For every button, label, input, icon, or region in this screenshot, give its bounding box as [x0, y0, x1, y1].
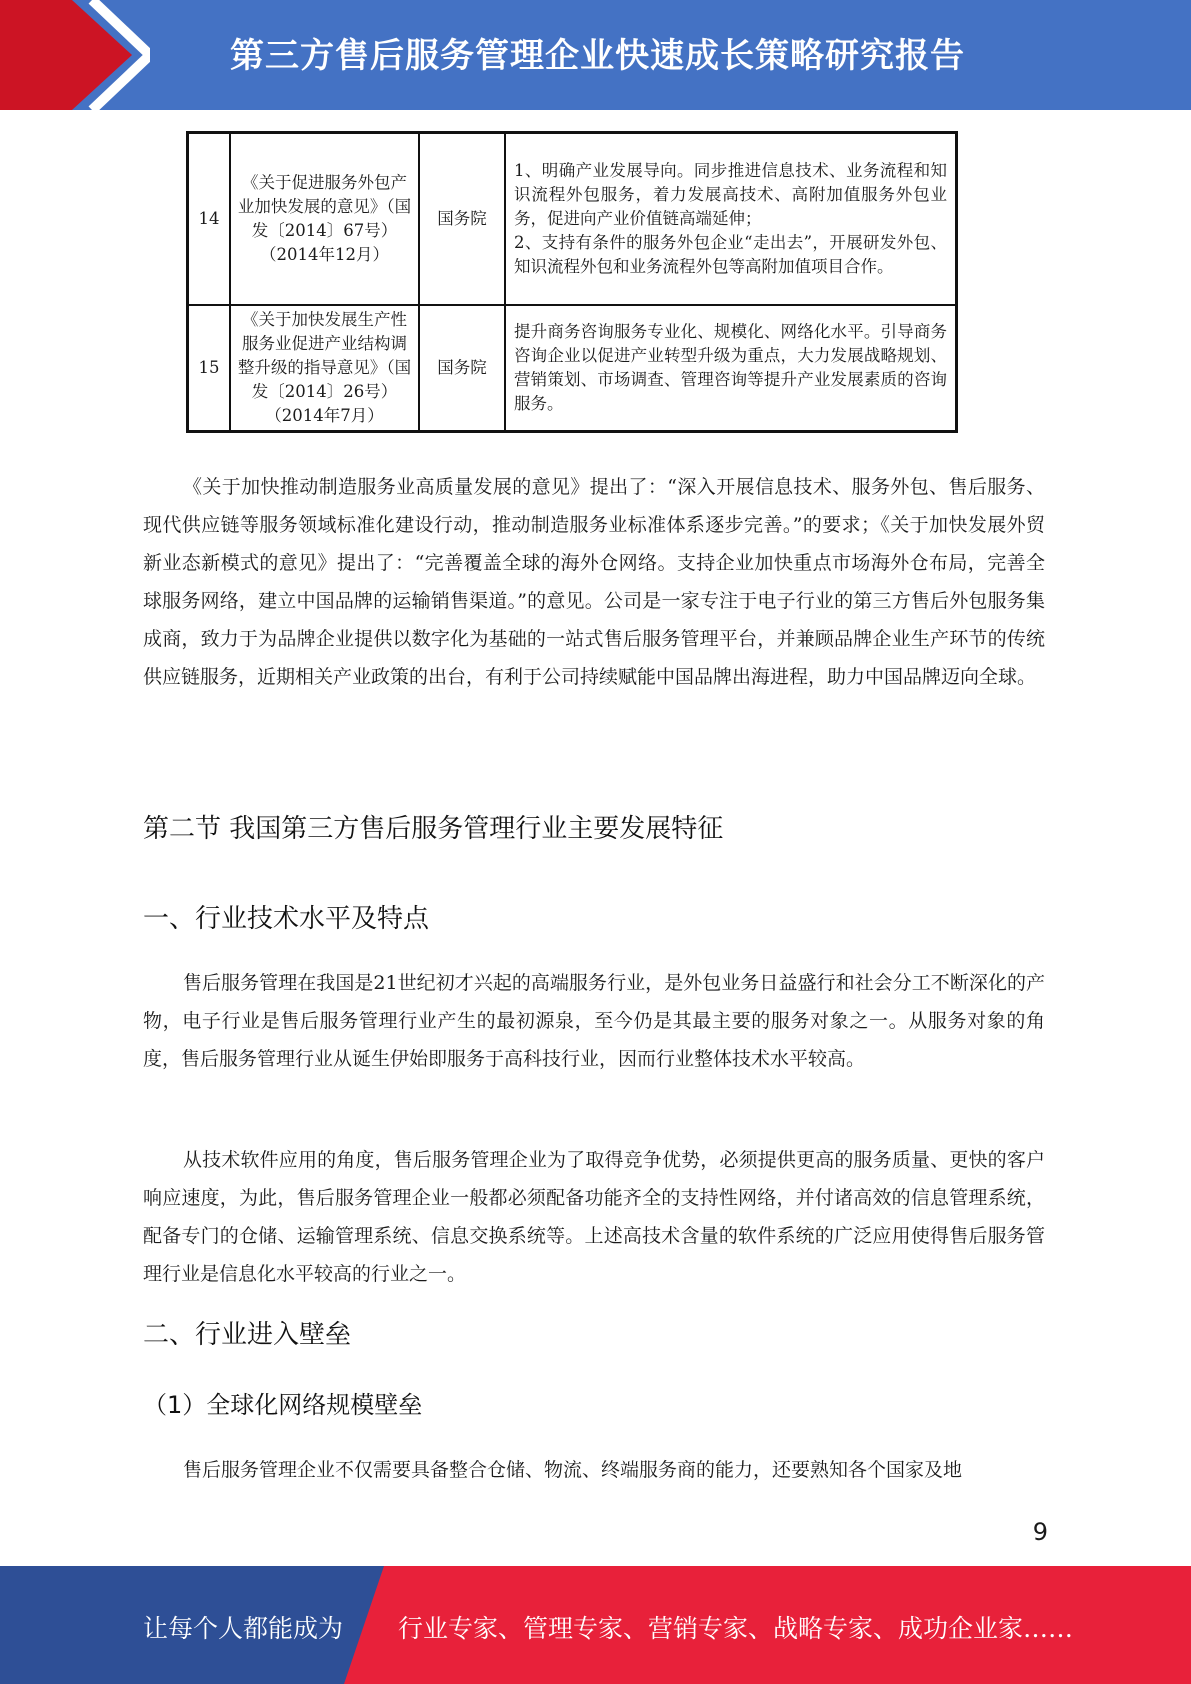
- page-header: [0, 0, 1191, 110]
- table-row: [188, 133, 957, 305]
- policy-table: [186, 131, 958, 433]
- subsubsection-heading: （1）全球化网络规模壁垒: [143, 1391, 423, 1419]
- subsection-heading: 一、行业技术水平及特点: [143, 904, 430, 934]
- row-number: 15: [188, 305, 231, 432]
- body-paragraph: 《关于加快推动制造服务业高质量发展的意见》提出了：“深入开展信息技术、服务外包、售后服务、现代供应链等服务领域标准化建设行动，推动制造服务业标准体系逐步完善。”的要求；《关于加快发展外贸新业态新模式的意见》提出了：“完善覆盖全球的海外仓网络。支持企业加快重点市场海外仓布局，完善全球服务网络，建立中国品牌的运输销售渠道。”的意见。公司是一家专注于电子行业的第三方售后外包服务集成商，致力于为品牌企业提供以数字化为基础的一站式售后服务管理平台，并兼顾品牌企业生产环节的传统供应链服务，近期相关产业政策的出台，有利于公司持续赋能中国品牌出海进程，助力中国品牌迈向全球。: [143, 476, 1045, 688]
- body-paragraph: 售后服务管理企业不仅需要具备整合仓储、物流、终端服务商的能力，还要熟知各个国家及地: [183, 1459, 963, 1481]
- row-number: 14: [188, 133, 231, 305]
- policy-content: 提升商务咨询服务专业化、规模化、网络化水平。引导商务咨询企业以促进产业转型升级为重点，大力发展战略规划、营销策划、市场调查、管理咨询等提升产业发展素质的咨询服务。: [505, 305, 957, 432]
- footer-slogan-right: 行业专家、管理专家、营销专家、战略专家、成功企业家……: [398, 1614, 1074, 1643]
- issuing-authority: 国务院: [419, 133, 505, 305]
- subsection-heading: 二、行业进入壁垒: [143, 1320, 352, 1350]
- policy-content: 1、明确产业发展导向。同步推进信息技术、业务流程和知识流程外包服务，着力发展高技术、高附加值服务外包业务，促进向产业价值链高端延伸； 2、支持有条件的服务外包企业“走出去”，开展研发外包、知识流程外包和业务流程外包等高附加值项目合作。: [505, 133, 957, 305]
- page-number: 9: [1032, 1518, 1048, 1546]
- body-paragraph: 从技术软件应用的角度，售后服务管理企业为了取得竞争优势，必须提供更高的服务质量、更快的客户响应速度，为此，售后服务管理企业一般都必须配备功能齐全的支持性网络，并付诸高效的信息管理系统，配备专门的仓储、运输管理系统、信息交换系统等。上述高技术含量的软件系统的广泛应用使得售后服务管理行业是信息化水平较高的行业之一。: [143, 1149, 1045, 1285]
- table-row: [188, 305, 957, 432]
- report-title: 第三方售后服务管理企业快速成长策略研究报告: [230, 36, 965, 76]
- page-footer: [0, 1566, 1191, 1684]
- header-arrow-decoration: [0, 0, 150, 110]
- footer-slogan-left: 让每个人都能成为: [143, 1614, 344, 1643]
- policy-document: 《关于促进服务外包产业加快发展的意见》（国发〔2014〕67号）（2014年12月）: [230, 133, 419, 305]
- policy-document: 《关于加快发展生产性服务业促进产业结构调整升级的指导意见》（国发〔2014〕26号）（2014年7月）: [230, 305, 419, 432]
- issuing-authority: 国务院: [419, 305, 505, 432]
- body-paragraph: 售后服务管理在我国是21世纪初才兴起的高端服务行业，是外包业务日益盛行和社会分工不断深化的产物，电子行业是售后服务管理行业产生的最初源泉，至今仍是其最主要的服务对象之一。从服务对象的角度，售后服务管理行业从诞生伊始即服务于高科技行业，因而行业整体技术水平较高。: [143, 972, 1045, 1070]
- section-heading: 第二节 我国第三方售后服务管理行业主要发展特征: [143, 814, 724, 844]
